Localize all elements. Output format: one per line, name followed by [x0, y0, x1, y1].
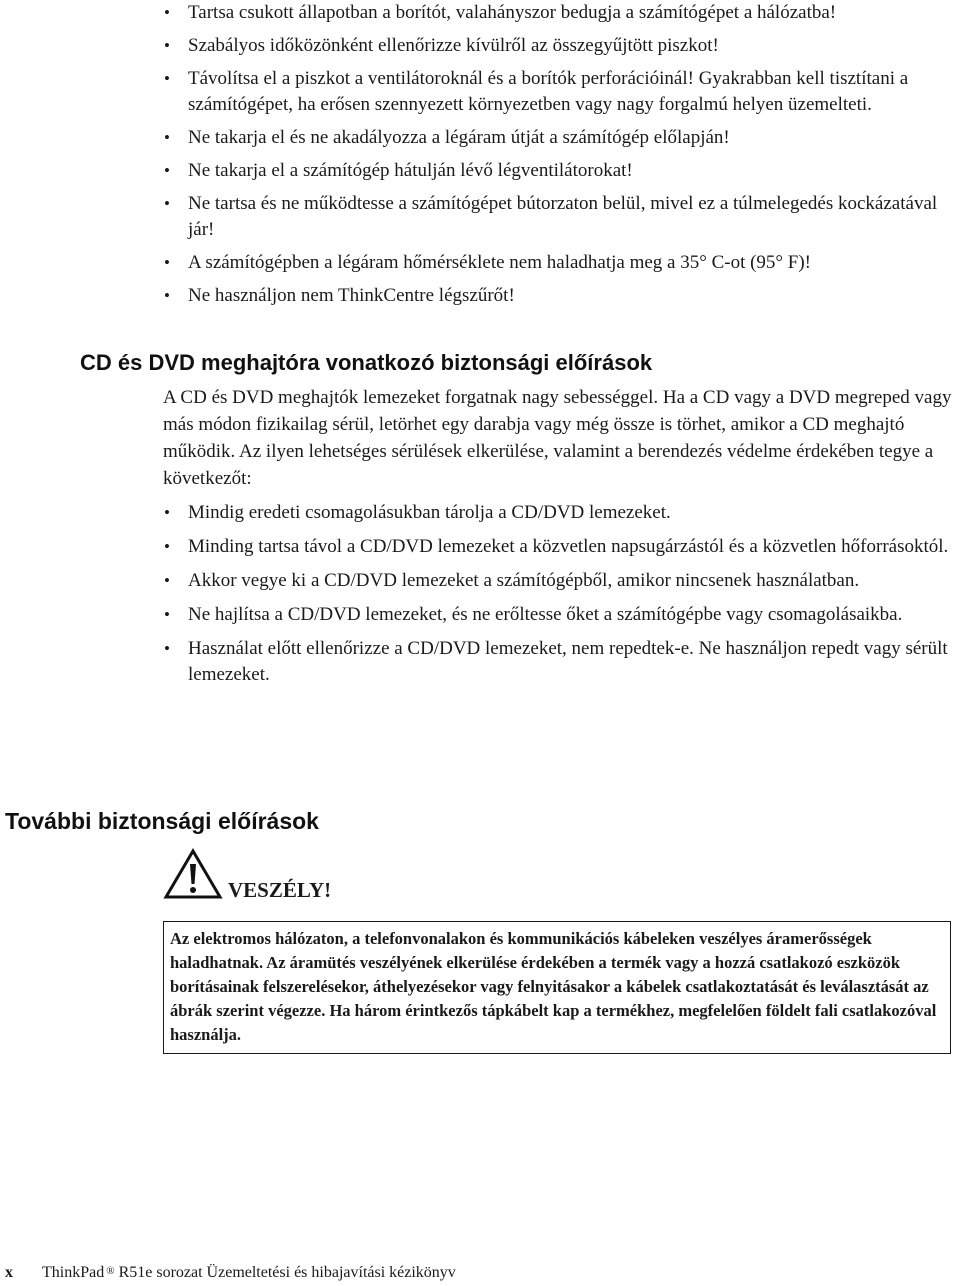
- warning-triangle-icon: [163, 848, 223, 900]
- page-number: x: [5, 1264, 13, 1281]
- list-item: • Mindig eredeti csomagolásukban tárolja a CD/DVD lemezeket.: [163, 500, 953, 526]
- list-item: • Tartsa csukott állapotban a borítót, valahányszor bedugja a számítógépet a hálózatba!: [163, 0, 953, 26]
- list-item: • Távolítsa el a piszkot a ventilátoroknál és a borítók perforációinál! Gyakrabban kell tisztítani a számítógépet, ha erősen szennyezett környezetben vagy nagy forgalmú helyen üzemelteti.: [163, 66, 953, 118]
- list-item: • Ne hajlítsa a CD/DVD lemezeket, és ne erőltesse őket a számítógépbe vagy csomagolásaikba.: [163, 602, 953, 628]
- top-bullet-list: [163, 0, 953, 316]
- cd-dvd-intro-paragraph: A CD és DVD meghajtók lemezeket forgatnak nagy sebességgel. Ha a CD vagy a DVD megreped vagy más módon fizikailag sérül, letörhet egy darabja vagy még össze is törhet, amikor a CD meghajtó működik. Az ilyen lehetséges sérülések elkerülése, valamint a berendezés védelme érdekében tegye a következőt:: [163, 387, 952, 489]
- page-footer: [5, 1264, 456, 1282]
- list-item: • Minding tartsa távol a CD/DVD lemezeket a közvetlen napsugárzástól és a közvetlen hőforrásoktól.: [163, 534, 953, 560]
- footer-book-title: R51e sorozat Üzemeltetési és hibajavítási kézikönyv: [118, 1264, 456, 1281]
- list-item: • Ne takarja el a számítógép hátulján lévő légventilátorokat!: [163, 158, 953, 184]
- registered-mark: ®: [106, 1265, 115, 1277]
- additional-safety-heading: További biztonsági előírások: [5, 808, 319, 834]
- list-item: • A számítógépben a légáram hőmérséklete nem haladhatja meg a 35° C-ot (95° F)!: [163, 250, 953, 276]
- danger-notice-box: Az elektromos hálózaton, a telefonvonalakon és kommunikációs kábeleken veszélyes áramerősségek haladhatnak. Az áramütés veszélyének elkerülése érdekében a termék vagy a hozzá csatlakozó eszközök borításainak felszerelésekor, áthelyezésekor vagy felnyitásakor a kábelek csatlakoztatását és leválasztását az ábrák szerint végezze. Ha három érintkezős tápkábelt kap a termékhez, megfelelően földelt fali csatlakozóval használja.: [163, 921, 951, 1054]
- cd-dvd-bullet-list: [163, 500, 953, 696]
- list-item: • Akkor vegye ki a CD/DVD lemezeket a számítógépből, amikor nincsenek használatban.: [163, 568, 953, 594]
- footer-product-name: ThinkPad: [42, 1264, 105, 1281]
- danger-label: VESZÉLY!: [228, 878, 332, 902]
- cd-dvd-section-heading: CD és DVD meghajtóra vonatkozó biztonsági előírások: [80, 350, 653, 375]
- list-item: • Ne tartsa és ne működtesse a számítógépet bútorzaton belül, mivel ez a túlmelegedés kockázatával jár!: [163, 191, 953, 243]
- list-item: • Szabályos időközönként ellenőrizze kívülről az összegyűjtött piszkot!: [163, 33, 953, 59]
- list-item: • Ne használjon nem ThinkCentre légszűrőt!: [163, 283, 953, 309]
- list-item: • Ne takarja el és ne akadályozza a légáram útját a számítógép előlapján!: [163, 125, 953, 151]
- list-item: • Használat előtt ellenőrizze a CD/DVD lemezeket, nem repedtek-e. Ne használjon repedt vagy sérült lemezeket.: [163, 636, 953, 688]
